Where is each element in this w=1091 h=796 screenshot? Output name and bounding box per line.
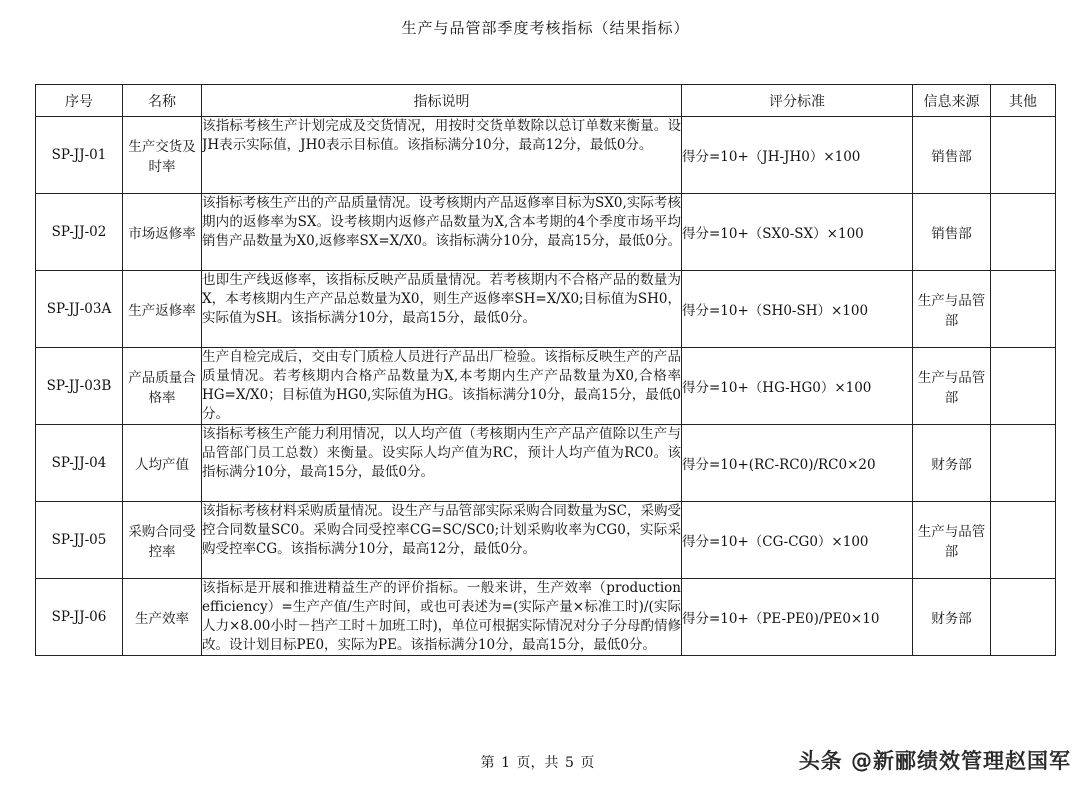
row-name: 采购合同受控率 (123, 502, 202, 579)
header-description: 指标说明 (202, 85, 682, 117)
row-code: SP-JJ-04 (36, 425, 123, 502)
header-name: 名称 (123, 85, 202, 117)
row-other (991, 502, 1056, 579)
row-description (202, 579, 682, 656)
row-name: 产品质量合格率 (123, 348, 202, 425)
row-code: SP-JJ-02 (36, 194, 123, 271)
row-source: 财务部 (913, 425, 991, 502)
row-standard: 得分=10+（HG-HG0）×100 (682, 348, 913, 425)
row-other (991, 425, 1056, 502)
row-description-text: 该指标是开展和推进精益生产的评价指标。一般来讲，生产效率（production efficiency）=生产产值/生产时间，或也可表述为=(实际产量×标准工时)/(实际人力×8.00小时－挡产工时＋加班工时)，单位可根据实际情况对分子分母酌情修改。设计划目标PE0，实际为PE。该指标满分10分，最高15分，最低0分。 (202, 580, 681, 653)
row-source: 财务部 (913, 579, 991, 656)
table-row (36, 348, 1056, 425)
row-description-text: 也即生产线返修率，该指标反映产品质量情况。若考核期内不合格产品的数量为X，本考核期内生产产品总数量为X0，则生产返修率SH=X/X0;目标值为SH0，实际值为SH。该指标满分10分，最高15分，最低0分。 (202, 272, 681, 326)
row-standard: 得分=10+（PE-PE0)/PE0×10 (682, 579, 913, 656)
row-standard: 得分=10+（JH-JH0）×100 (682, 117, 913, 194)
header-row (36, 85, 1056, 117)
row-other (991, 348, 1056, 425)
row-standard: 得分=10+（SH0-SH）×100 (682, 271, 913, 348)
table-row (36, 117, 1056, 194)
row-code: SP-JJ-03A (36, 271, 123, 348)
row-source: 销售部 (913, 194, 991, 271)
row-name: 人均产值 (123, 425, 202, 502)
table-row (36, 271, 1056, 348)
row-other (991, 271, 1056, 348)
row-code: SP-JJ-06 (36, 579, 123, 656)
row-code: SP-JJ-01 (36, 117, 123, 194)
header-standard: 评分标准 (682, 85, 913, 117)
table-row (36, 502, 1056, 579)
row-other (991, 579, 1056, 656)
row-standard: 得分=10+(RC-RC0)/RC0×20 (682, 425, 913, 502)
row-description (202, 502, 682, 579)
footer-page-number: 1 (501, 755, 511, 771)
row-source: 生产与品管部 (913, 348, 991, 425)
row-source: 生产与品管部 (913, 271, 991, 348)
row-code: SP-JJ-03B (36, 348, 123, 425)
header-index: 序号 (36, 85, 123, 117)
row-name: 生产返修率 (123, 271, 202, 348)
table-row (36, 425, 1056, 502)
row-description-text: 生产自检完成后，交由专门质检人员进行产品出厂检验。该指标反映生产的产品质量情况。若考核期内合格产品数量为X,本考期内生产产品数量为X0,合格率HG=X/X0；目标值为HG0,实际值为HG。该指标满分10分，最高15分，最低0分。 (202, 349, 681, 422)
row-code: SP-JJ-05 (36, 502, 123, 579)
row-other (991, 194, 1056, 271)
row-description-text: 该指标考核材料采购质量情况。设生产与品管部实际采购合同数量为SC，采购受控合同数量SC0。采购合同受控率CG=SC/SC0;计划采购收率为CG0，实际采购受控率CG。该指标满分10分，最高12分，最低0分。 (202, 503, 681, 557)
footer-total-pages: 5 (564, 755, 574, 771)
header-source: 信息来源 (913, 85, 991, 117)
table-row (36, 579, 1056, 656)
row-source: 生产与品管部 (913, 502, 991, 579)
row-description (202, 271, 682, 348)
row-description (202, 117, 682, 194)
row-standard: 得分=10+（CG-CG0）×100 (682, 502, 913, 579)
header-other: 其他 (991, 85, 1056, 117)
row-name: 生产效率 (123, 579, 202, 656)
row-description (202, 425, 682, 502)
footer-prefix: 第 (480, 755, 495, 771)
row-other (991, 117, 1056, 194)
kpi-table (35, 84, 1056, 656)
footer-suffix: 页 (580, 755, 595, 771)
row-name: 生产交货及时率 (123, 117, 202, 194)
footer-middle: 页，共 (516, 755, 559, 771)
watermark: 头条 @新郦绩效管理赵国军 (798, 749, 1071, 773)
row-standard: 得分=10+（SX0-SX）×100 (682, 194, 913, 271)
row-description-text: 该指标考核生产计划完成及交货情况，用按时交货单数除以总订单数来衡量。设JH表示实际值，JH0表示目标值。该指标满分10分，最高12分，最低0分。 (202, 118, 681, 153)
row-source: 销售部 (913, 117, 991, 194)
row-name: 市场返修率 (123, 194, 202, 271)
row-description-text: 该指标考核生产能力利用情况，以人均产值（考核期内生产产品产值除以生产与品管部门员工总数）来衡量。设实际人均产值为RC，预计人均产值为RC0。该指标满分10分，最高15分，最低0分。 (202, 426, 681, 480)
row-description-text: 该指标考核生产出的产品质量情况。设考核期内产品返修率目标为SX0,实际考核期内的返修率为SX。设考核期内返修产品数量为X,含本考期的4个季度市场平均销售产品数量为X0,返修率SX=X/X0。该指标满分10分，最高15分，最低0分。 (202, 195, 681, 249)
table-row (36, 194, 1056, 271)
row-description (202, 194, 682, 271)
row-description (202, 348, 682, 425)
page-title: 生产与品管部季度考核指标（结果指标） (401, 19, 690, 37)
